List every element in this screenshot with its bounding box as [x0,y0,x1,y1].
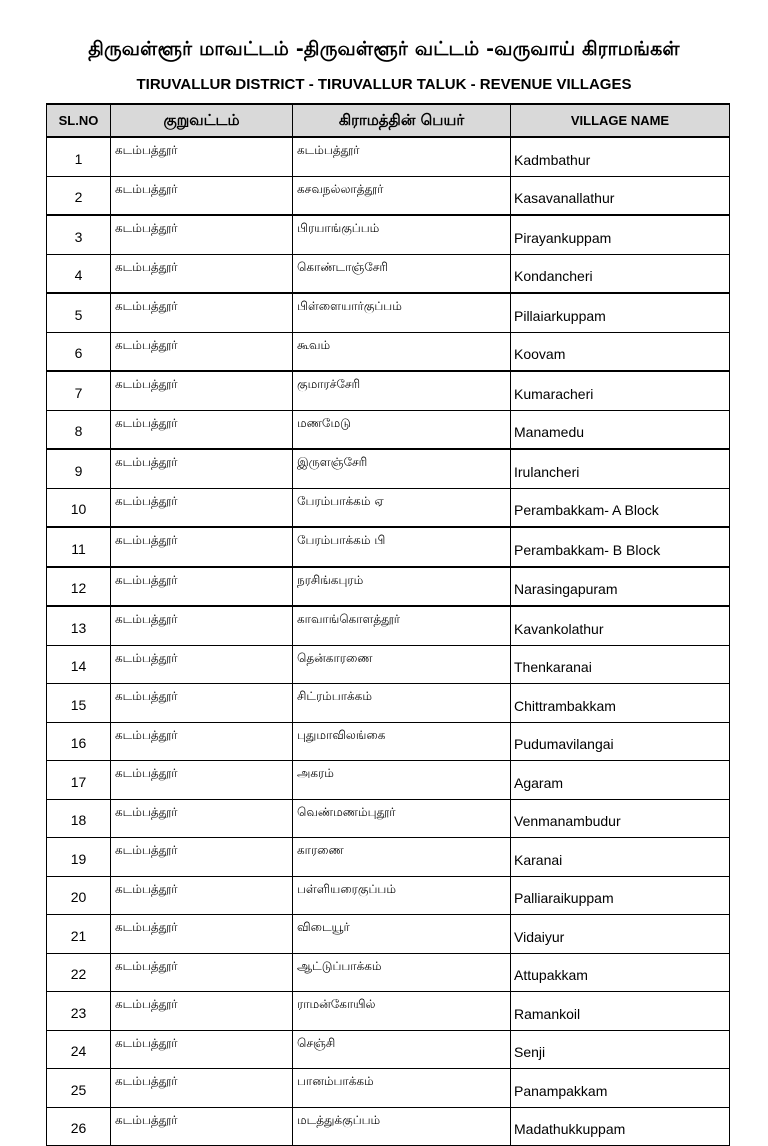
cell-village-tamil: ராமன்கோயில் [293,992,511,1031]
header-village-tamil: கிராமத்தின் பெயர் [293,104,511,137]
revenue-villages-table [46,103,730,1146]
cell-village-name: Agaram [511,761,730,800]
cell-sl-no: 21 [47,915,111,954]
cell-village-tamil: பேரம்பாக்கம் ஏ [293,488,511,527]
cell-village-tamil: வெண்மணம்புதூர் [293,799,511,838]
table-row [47,527,730,567]
cell-village-name: Kavankolathur [511,606,730,645]
cell-village-name: Irulancheri [511,449,730,488]
cell-sl-no: 12 [47,567,111,607]
cell-village-name: Thenkaranai [511,645,730,684]
cell-sl-no: 14 [47,645,111,684]
cell-firka: கடம்பத்தூர் [111,488,293,527]
cell-village-tamil: மணமேடு [293,410,511,449]
cell-village-name: Pillaiarkuppam [511,293,730,332]
cell-firka: கடம்பத்தூர் [111,293,293,332]
cell-village-tamil: புதுமாவிலங்கை [293,722,511,761]
table-row [47,567,730,607]
cell-village-name: Manamedu [511,410,730,449]
table-row [47,176,730,215]
cell-sl-no: 23 [47,992,111,1031]
cell-village-tamil: காவாங்கொளத்தூர் [293,606,511,645]
cell-sl-no: 18 [47,799,111,838]
cell-village-tamil: விடையூர் [293,915,511,954]
cell-firka: கடம்பத்தூர் [111,1107,293,1146]
table-row [47,684,730,723]
table-row [47,293,730,332]
cell-village-name: Vidaiyur [511,915,730,954]
cell-firka: கடம்பத்தூர் [111,1069,293,1108]
cell-village-name: Pirayankuppam [511,215,730,254]
cell-village-tamil: அகரம் [293,761,511,800]
cell-village-tamil: காரணை [293,838,511,877]
cell-village-name: Panampakkam [511,1069,730,1108]
cell-village-tamil: செஞ்சி [293,1030,511,1069]
cell-firka: கடம்பத்தூர் [111,722,293,761]
cell-village-tamil: சிட்ரம்பாக்கம் [293,684,511,723]
cell-village-tamil: கடம்பத்தூர் [293,137,511,176]
table-row [47,488,730,527]
cell-village-name: Senji [511,1030,730,1069]
cell-firka: கடம்பத்தூர் [111,176,293,215]
cell-firka: கடம்பத்தூர் [111,992,293,1031]
table-row [47,953,730,992]
cell-sl-no: 4 [47,254,111,293]
cell-sl-no: 20 [47,876,111,915]
cell-sl-no: 26 [47,1107,111,1146]
table-row [47,1030,730,1069]
cell-village-tamil: பானம்பாக்கம் [293,1069,511,1108]
table-body [47,137,730,1146]
cell-village-tamil: பிரயாங்குப்பம் [293,215,511,254]
cell-firka: கடம்பத்தூர் [111,838,293,877]
cell-sl-no: 22 [47,953,111,992]
cell-village-tamil: பேரம்பாக்கம் பி [293,527,511,567]
cell-sl-no: 2 [47,176,111,215]
table-row [47,1069,730,1108]
cell-village-tamil: பிள்ளையார்குப்பம் [293,293,511,332]
header-firka: குறுவட்டம் [111,104,293,137]
page-title-tamil: திருவள்ளூர் மாவட்டம் -திருவள்ளூர் வட்டம் -வருவாய் கிராமங்கள் [88,38,680,60]
cell-sl-no: 15 [47,684,111,723]
cell-firka: கடம்பத்தூர் [111,254,293,293]
cell-firka: கடம்பத்தூர் [111,1030,293,1069]
cell-village-tamil: குமாரச்சேரி [293,371,511,410]
cell-village-tamil: மடத்துக்குப்பம் [293,1107,511,1146]
cell-village-name: Kondancheri [511,254,730,293]
cell-village-name: Palliaraikuppam [511,876,730,915]
table-row [47,799,730,838]
table-row [47,722,730,761]
table-row [47,332,730,371]
cell-village-name: Attupakkam [511,953,730,992]
cell-firka: கடம்பத்தூர் [111,332,293,371]
cell-village-name: Ramankoil [511,992,730,1031]
cell-sl-no: 11 [47,527,111,567]
cell-firka: கடம்பத்தூர் [111,645,293,684]
table-row [47,645,730,684]
cell-firka: கடம்பத்தூர் [111,606,293,645]
table-row [47,371,730,410]
cell-village-name: Karanai [511,838,730,877]
table-row [47,215,730,254]
cell-village-name: Venmanambudur [511,799,730,838]
table-row [47,137,730,176]
cell-village-name: Madathukkuppam [511,1107,730,1146]
cell-sl-no: 17 [47,761,111,800]
cell-firka: கடம்பத்தூர் [111,215,293,254]
cell-firka: கடம்பத்தூர் [111,799,293,838]
cell-village-name: Kumaracheri [511,371,730,410]
cell-sl-no: 3 [47,215,111,254]
cell-village-tamil: கூவம் [293,332,511,371]
cell-village-name: Perambakkam- A Block [511,488,730,527]
header-sl-no: SL.NO [47,104,111,137]
cell-firka: கடம்பத்தூர் [111,527,293,567]
cell-sl-no: 5 [47,293,111,332]
cell-village-tamil: இருளஞ்சேரி [293,449,511,488]
table-row [47,838,730,877]
cell-sl-no: 8 [47,410,111,449]
table-row [47,915,730,954]
cell-firka: கடம்பத்தூர் [111,567,293,607]
cell-village-tamil: பள்ளியரைகுப்பம் [293,876,511,915]
cell-sl-no: 19 [47,838,111,877]
table-row [47,876,730,915]
cell-firka: கடம்பத்தூர் [111,761,293,800]
cell-sl-no: 1 [47,137,111,176]
table-row [47,992,730,1031]
cell-village-tamil: கொண்டாஞ்சேரி [293,254,511,293]
cell-village-name: Kadmbathur [511,137,730,176]
cell-village-tamil: ஆட்டுப்பாக்கம் [293,953,511,992]
cell-village-name: Chittrambakkam [511,684,730,723]
cell-firka: கடம்பத்தூர் [111,410,293,449]
table-header-row [47,104,730,137]
cell-village-name: Narasingapuram [511,567,730,607]
cell-sl-no: 10 [47,488,111,527]
cell-village-tamil: தென்காரணை [293,645,511,684]
cell-village-name: Perambakkam- B Block [511,527,730,567]
cell-village-name: Kasavanallathur [511,176,730,215]
cell-firka: கடம்பத்தூர் [111,684,293,723]
cell-sl-no: 16 [47,722,111,761]
table-row [47,606,730,645]
cell-village-tamil: நரசிங்கபுரம் [293,567,511,607]
cell-sl-no: 13 [47,606,111,645]
cell-village-name: Koovam [511,332,730,371]
table-row [47,449,730,488]
cell-firka: கடம்பத்தூர் [111,371,293,410]
cell-sl-no: 6 [47,332,111,371]
cell-village-tamil: கசவநல்லாத்தூர் [293,176,511,215]
cell-sl-no: 9 [47,449,111,488]
cell-sl-no: 7 [47,371,111,410]
cell-sl-no: 24 [47,1030,111,1069]
page-title-english: TIRUVALLUR DISTRICT - TIRUVALLUR TALUK - REVENUE VILLAGES [136,76,632,93]
table-row [47,761,730,800]
cell-firka: கடம்பத்தூர் [111,915,293,954]
cell-village-name: Pudumavilangai [511,722,730,761]
header-village-name: VILLAGE NAME [511,104,730,137]
cell-sl-no: 25 [47,1069,111,1108]
cell-firka: கடம்பத்தூர் [111,953,293,992]
table-row [47,410,730,449]
table-row [47,254,730,293]
cell-firka: கடம்பத்தூர் [111,449,293,488]
cell-firka: கடம்பத்தூர் [111,137,293,176]
table-row [47,1107,730,1146]
cell-firka: கடம்பத்தூர் [111,876,293,915]
